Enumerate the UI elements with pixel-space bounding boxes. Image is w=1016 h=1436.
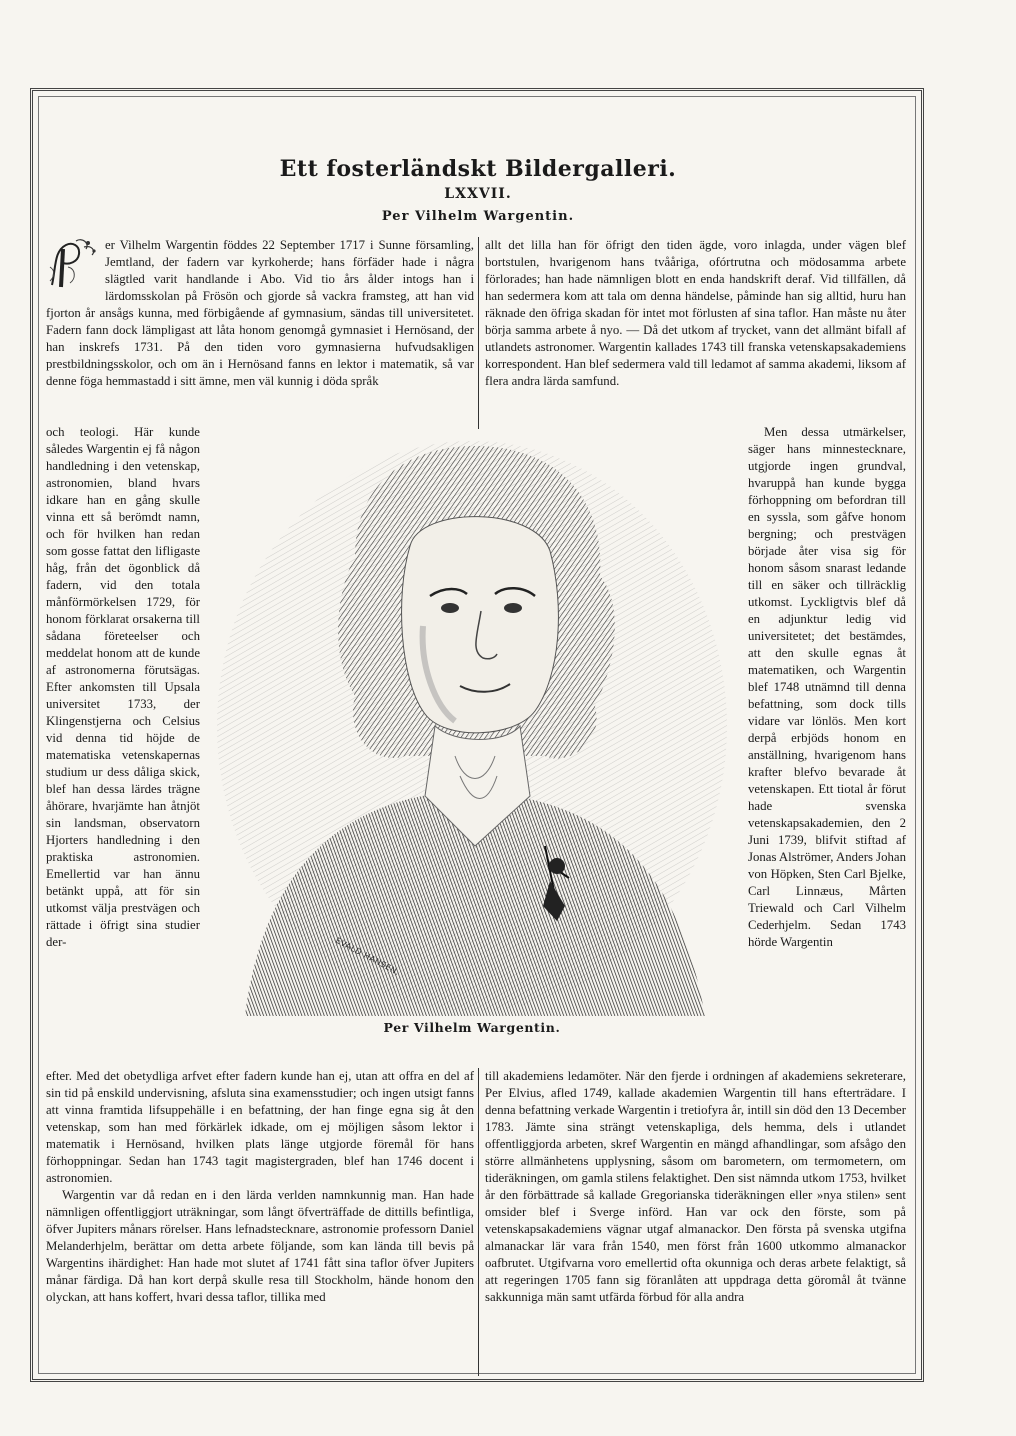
series-number: LXXVII. [444, 186, 512, 202]
paragraph: Wargentin var då redan en i den lärda verlden namnkunnig man. Han hade nämnligen offentliggjort uträkningar, som långt öfverträffade de dittills befintliga, öfver Jupiters månars rörelser. Hans lefnadstecknare, astronomie professorn Daniel Melanderhjelm, berättar om detta arbete följande, som kan lända till bevis på Wargentins ihärdighet: Han hade mot slutet af 1741 fått sina taflor öfver Jupiters månar färdiga. Då han kort derpå skulle resa till Stockholm, hände honom den olyckan, att hans koffert, hvari dessa taflor, tillika med [46, 1188, 474, 1304]
right-narrow-column [748, 424, 906, 1070]
left-narrow-column [46, 424, 200, 1070]
portrait-engraving [205, 426, 739, 1018]
left-column-top [46, 237, 474, 390]
article-subject: Per Vilhelm Wargentin. [381, 209, 575, 224]
left-column-bottom [46, 1068, 474, 1306]
paragraph: er Vilhelm Wargentin föddes 22 September 1717 i Sunne församling, Jemtland, der fadern var kyrkoherde; hans förfäder hade i några slägtled varit handlande i Abo. Vid tio års ålder intogs han i lärdomsskolan på Frösön och gjorde så vackra framsteg, att han vid fjorton år ansågs kunna, med förbigående af gymnasium, sändas till universitetet. Fadern fann dock lämpligast att låta honom genomgå gymnasiet i Hernösand, der han inskrefs 1731. På den tiden voro gymnasierna hufvudsakligen prestbildningsskolor, och om än i Hernösand fanns en lektor i matematik, så var denne föga hemmastadd i sitt ämne, men väl kunnig i döda språk [46, 238, 474, 388]
paragraph: och teologi. Här kunde således Wargentin ej få någon handledning i den vetenskap, astronomien, bland hvars idkare han en gång skulle vinna ett så berömdt namn, och för hvilken han redan som gosse fattat den lifligaste håg, från det ögonblick då fadern, vid den totala månförmörkelsen 1729, för honom förklarat orsakerna till sådana företeelser och meddelat honom att de kunde af astronomerna förutsägas. Efter ankomsten till Upsala universitet 1733, der Klingenstjerna och Celsius vid denna tid höjde de matematiska vetenskapernas studium ur dess dåliga skick, blef han dessa lärdes trägne åhörare, hvarjämte han åtnjöt sin landsman, observatorn Hjorters handledning i den praktiska astronomien. Emellertid var han ännu betänkt uppå, att för sin utkomst välja prestvägen och rättade i öfrigt sina studier der- [46, 425, 200, 949]
right-column-top [485, 237, 906, 390]
paragraph: efter. Med det obetydliga arfvet efter fadern kunde han ej, utan att offra en del af sin tid på enskild undervisning, afsluta sina examensstudier; och ingen utsigt fanns att vinna framtida lifsuppehälle i en befattning, der han finge egna sig åt den vetenskap, som han med förkärlek idkade, om ej möjligen såsom lektor i matematik i Hernösand, hvilken plats länge utgjorde föremål för hans förhoppningar. Sedan han 1743 tagit magistergraden, blef han 1746 docent i astronomien. [46, 1069, 474, 1185]
page-title: Ett fosterländskt Bildergalleri. [279, 156, 677, 182]
decorated-initial-p-icon [46, 237, 100, 291]
column-divider-top [478, 237, 479, 429]
portrait-caption: Per Vilhelm Wargentin. [383, 1020, 561, 1035]
right-column-bottom [485, 1068, 906, 1306]
column-divider-bottom [478, 1068, 479, 1376]
paragraph: allt det lilla han för öfrigt den tiden ägde, voro inlagda, under vägen blef bortstulen, hvarigenom hans tvååriga, ofórtrutna och mödosamma arbete förlorades; han hade nämnligen blott en enda handskrift deraf. Vid tillfällen, då han sedermera kom att tala om denna händelse, påminde han sig alltid, huru han räknade den öfriga skadan för intet mot förlusten af sina taflor. Han måste nu åter börja samma arbete å nyo. — Då det utkom af trycket, vann det allmänt bifall af utlandets astronomer. Wargentin kallades 1743 till franska vetenskapsakademiens korrespondent. Han blef sedermera vald till ledamot af samma akademi, liksom af flera andra lärda samfund. [485, 238, 906, 388]
engraver-signature: EVALD HANSEN. [334, 935, 402, 978]
paragraph: till akademiens ledamöter. När den fjerde i ordningen af akademiens sekreterare, Per Elvius, afled 1749, kallade akademien Wargentin till hans efterträdare. I denna befattning verkade Wargentin i tretiofyra år, intill sin död den 13 December 1783. Jämte sina strängt vetenskapliga, dels hemma, dels i utlandet offentliggjorda arbeten, skref Wargentin en mängd afhandlingar, som afsågo den större allmänhetens upplysning, såsom om barometern, om termometern, om tideräkningen, om gamla stilens felaktighet. Den sist nämnda utkom 1753, hvilket år den förbättrade så kallade Gregorianska tideräkningen eller »nya stilen» sent omsider blef i Sverge införd. Han var ock den förste, som på vetenskapsakademiens vägnar utgaf almanackor. Den första på svenska utgifna almanackar lär vara från 1540, men först från 1600 utkommo almanackor oafbrutet. Utgifvarna voro emellertid ofta okunniga och deras arbete felaktigt, så att regeringen 1705 fann sig föranlåten att uppdraga detta göromål åt tvänne sakkunniga män samt utfärda förbud för alla andra [485, 1069, 906, 1304]
paragraph: Men dessa utmärkelser, säger hans minnestecknare, utgjorde ingen grundval, hvaruppå han kunde bygga förhoppning om befordran till en syssla, som gåfve honom bergning; och prestvägen började åter visa sig för honom såsom snarast ledande till en säker och tillräcklig utkomst. Lyckligtvis blef då en adjunktur ledig vid universitetet; det bestämdes, att den skulle egnas åt matematiken, och Wargentin blef 1748 utnämnd till denna befattning, som dock tills vidare var lönlös. Men kort derpå erbjöds honom en anställning, hvarigenom hans krafter blefvo bevarade åt vetenskapen. Ett tiotal år förut hade svenska vetenskapsakademien, den 2 Juni 1739, blifvit stiftad af Jonas Alströmer, Anders Johan von Höpken, Sten Carl Bjelke, Carl Linnæus, Mårten Triewald och Carl Vilhelm Cederhjelm. Sedan 1743 hörde Wargentin [748, 425, 907, 949]
